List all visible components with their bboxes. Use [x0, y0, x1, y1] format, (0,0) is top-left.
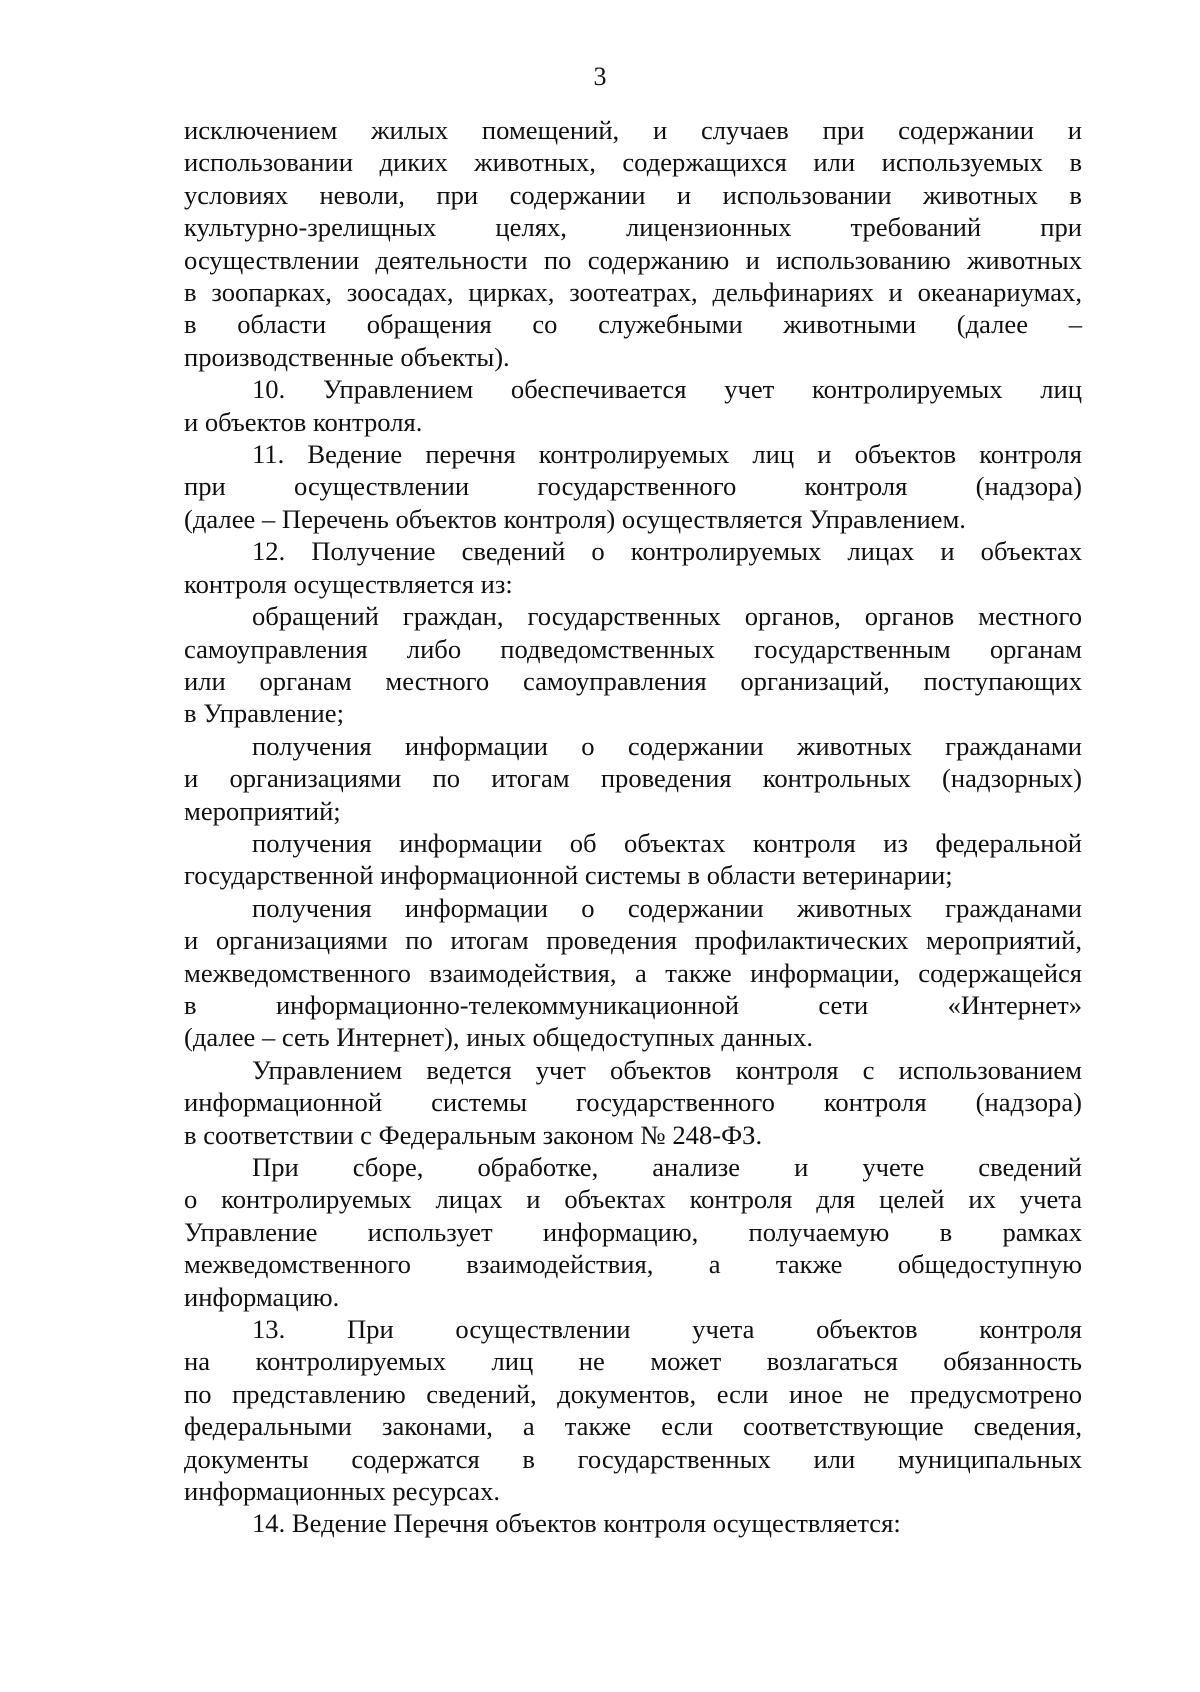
text-line: в соответствии с Федеральным законом № 248-ФЗ.	[184, 1119, 763, 1150]
text-line: мероприятий;	[184, 795, 341, 826]
text-line: информацию.	[184, 1281, 340, 1312]
text-line: или органам местного самоуправления организаций, поступающих	[184, 665, 1082, 696]
text-line: межведомственного взаимодействия, а также информации, содержащейся	[184, 957, 1082, 988]
text-line: в зоопарках, зоосадах, цирках, зоотеатрах, дельфинариях и океанариумах,	[184, 277, 1082, 308]
text-line: в области обращения со служебными животными (далее –	[184, 309, 1082, 340]
paragraph-11	[184, 438, 1082, 535]
text-line: документы содержатся в государственных или муниципальных	[184, 1443, 1082, 1474]
text-line: на контролируемых лиц не может возлагаться обязанность	[184, 1346, 1082, 1377]
text-line: и объектов контроля.	[184, 406, 423, 437]
paragraph-12-c	[184, 827, 1082, 892]
text-line: получения информации о содержании животных гражданами	[252, 730, 1082, 761]
text-line: в информационно-телекоммуникационной сети «Интернет»	[184, 989, 1082, 1020]
text-line: 13. При осуществлении учета объектов контроля	[252, 1314, 1082, 1345]
text-line: о контролируемых лицах и объектах контроля для целей их учета	[184, 1184, 1082, 1215]
text-line: при осуществлении государственного контроля (надзора)	[184, 471, 1082, 502]
paragraph-12-e	[184, 1054, 1082, 1151]
text-line: (далее – Перечень объектов контроля) осуществляется Управлением.	[184, 503, 966, 534]
paragraph-14	[184, 1507, 1082, 1539]
text-line: 14. Ведение Перечня объектов контроля осуществляется:	[252, 1508, 901, 1539]
text-line: условиях неволи, при содержании и использовании животных в	[184, 179, 1082, 210]
text-line: самоуправления либо подведомственных государственным органам	[184, 633, 1082, 664]
text-line: и организациями по итогам проведения профилактических мероприятий,	[184, 925, 1082, 956]
text-line: и организациями по итогам проведения контрольных (надзорных)	[184, 763, 1082, 794]
text-line: государственной информационной системы в области ветеринарии;	[184, 860, 953, 891]
text-line: (далее – сеть Интернет), иных общедоступных данных.	[184, 1022, 813, 1053]
text-line: Управлением ведется учет объектов контроля с использованием	[252, 1054, 1082, 1085]
paragraph-13	[184, 1313, 1082, 1507]
text-line: 11. Ведение перечня контролируемых лиц и объектов контроля	[252, 439, 1082, 470]
text-line: получения информации о содержании животных гражданами	[252, 892, 1082, 923]
text-line: 10. Управлением обеспечивается учет контролируемых лиц	[252, 374, 1082, 405]
text-line: обращений граждан, государственных органов, органов местного	[252, 601, 1082, 632]
paragraph-12-a	[184, 600, 1082, 730]
text-line: по представлению сведений, документов, если иное не предусмотрено	[184, 1378, 1082, 1409]
text-line: получения информации об объектах контроля из федеральной	[252, 827, 1082, 858]
text-line: Управление использует информацию, получаемую в рамках	[184, 1216, 1082, 1247]
document-body	[184, 114, 1082, 1540]
paragraph-continuation	[184, 114, 1082, 373]
text-line: в Управление;	[184, 698, 344, 729]
text-line: контроля осуществляется из:	[184, 568, 513, 599]
text-line: федеральными законами, а также если соответствующие сведения,	[184, 1411, 1082, 1442]
paragraph-10	[184, 373, 1082, 438]
text-line: использовании диких животных, содержащихся или используемых в	[184, 147, 1082, 178]
text-line: производственные объекты).	[184, 341, 510, 372]
paragraph-12-f	[184, 1151, 1082, 1313]
paragraph-12	[184, 535, 1082, 600]
paragraph-12-d	[184, 892, 1082, 1054]
text-line: При сборе, обработке, анализе и учете сведений	[252, 1152, 1082, 1182]
text-line: межведомственного взаимодействия, а также общедоступную	[184, 1249, 1082, 1280]
text-line: информационных ресурсах.	[184, 1476, 501, 1507]
text-line: 12. Получение сведений о контролируемых лицах и объектах	[252, 536, 1082, 567]
text-line: исключением жилых помещений, и случаев при содержании и	[184, 115, 1082, 145]
paragraph-12-b	[184, 730, 1082, 827]
text-line: информационной системы государственного контроля (надзора)	[184, 1087, 1082, 1118]
text-line: культурно-зрелищных целях, лицензионных требований при	[184, 212, 1082, 243]
page-number: 3	[593, 62, 607, 91]
text-line: осуществлении деятельности по содержанию и использованию животных	[184, 244, 1082, 275]
